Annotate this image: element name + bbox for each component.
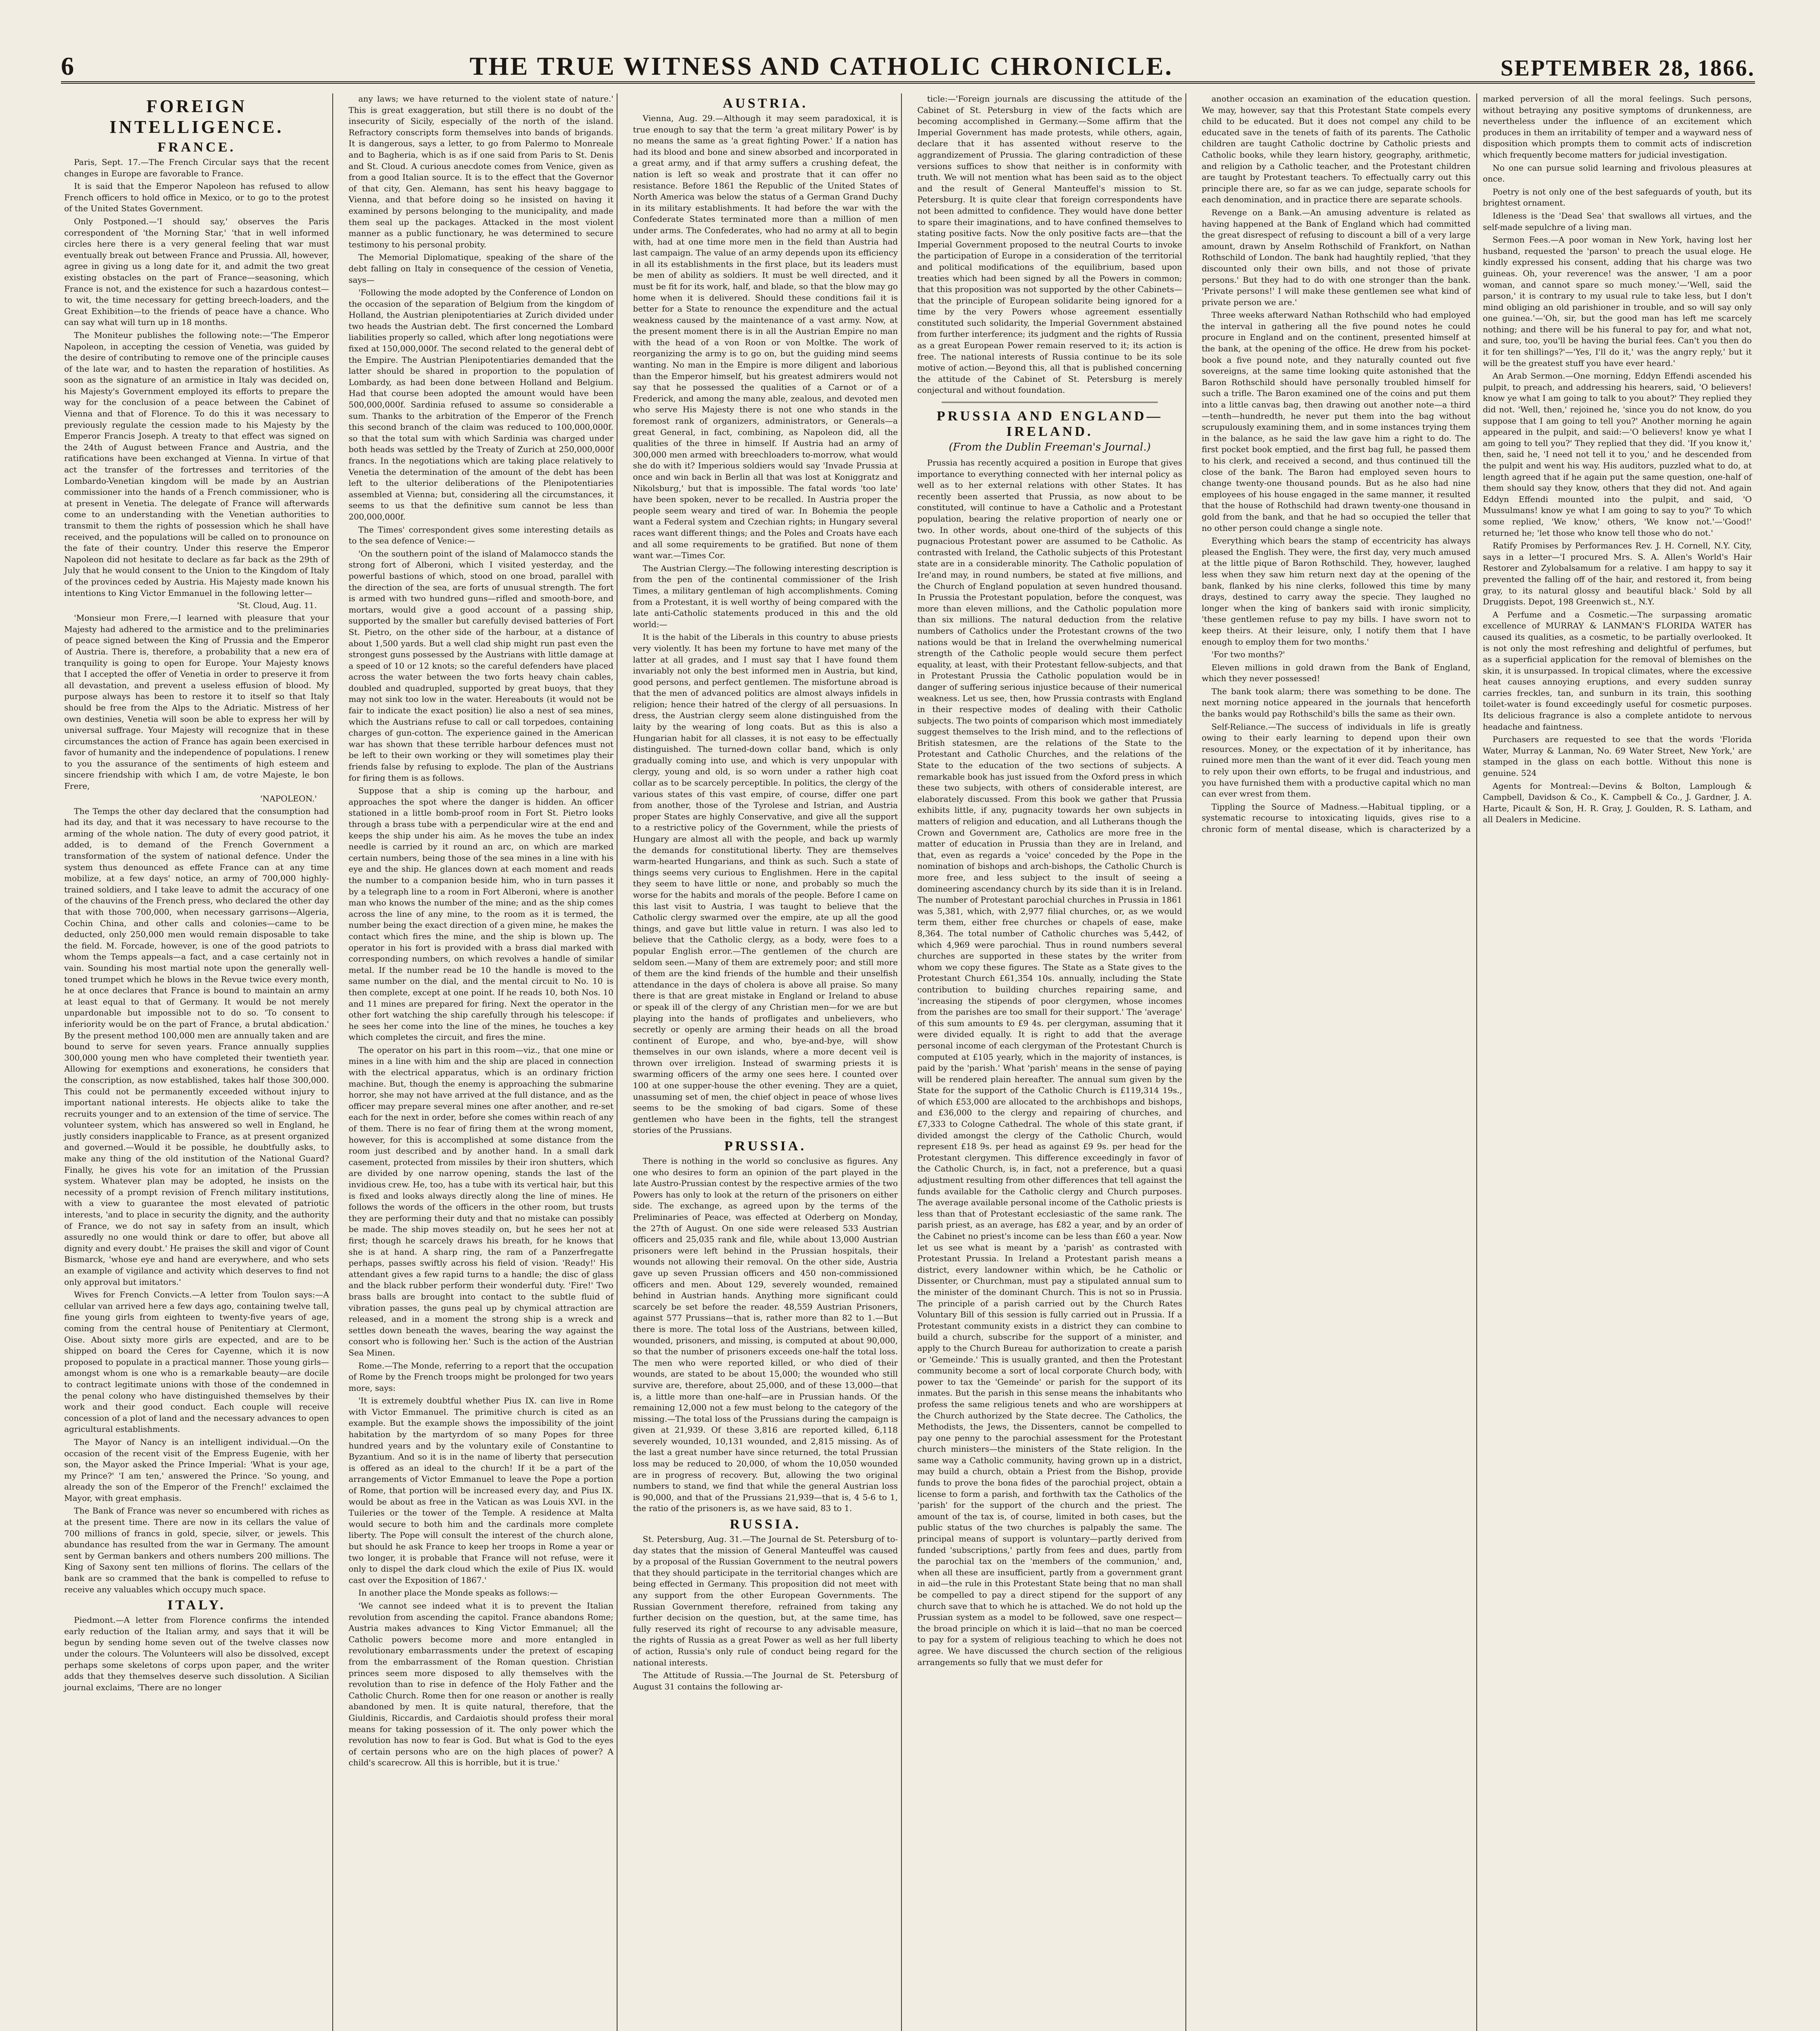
article-paragraph: The Temps the other day declared that the consumption had had its day, and that it was necessary to have recourse to the arming of the whole nation. The duty of every good patriot, it added, is to demand of the French Government a transformation of the system of national defence. Under the system thus denounced as effete France can at any time mobilize, at a few days' notice, an army of 700,000 highly-trained soldiers, and I take leave to admit the accuracy of one of the chauvins of the French press, who declared the other day that with those 700,000, when necessary garrisons—Algeria, Cochin China, and other calls and colonies—came to be deducted, only 250,000 men would remain disposable to take the field. M. Forcade, however, is one of the good patriots to whom the Temps appeals—a fact, and a case certainly not in vain. Sounding his most martial note upon the generally well-toned trumpet which he blows in the Revue twice every month, he at once declares that France is bound to maintain an army at least equal to that of Germany. It would be not merely unpardonable but impossible not to do so. 'To consent to inferiority would be on the part of France, a brutal abdication.' By the present method 100,000 men are annually taken and are bound to serve for seven years. France annually supplies 300,000 young men who have completed their twentieth year. Allowing for exemptions and exonerations, he considers that the conscription, as now established, takes half those 300,000. This could not be permanently exceeded without injury to important national interests. He objects alike to take the recruits younger and to an extension of the time of service. The volunteer system, which has answered so well in England, he justly considers inapplicable to France, as at present organized and governed.—Would it be possible, he doubtfully asks, to make any thing of the old institution of the National Guard? Finally, he gives his vote for an imitation of the Prussian system. Whatever plan may be adopted, he insists on the necessity of a prompt revision of French military institutions, with a view to guarantee the most elevated of patriotic interests, 'and to place in security the dignity, and the authority of France, we do not say in safety from an insult, which assuredly no one would think or dare to offer, but above all dignity and every doubt.' He praises the skill and vigor of Count Bismarck, 'whose eye and hand are everywhere, and who sets an example of vigilance and activity which deserves to find not only approval but imitators.' (64, 806, 329, 1287)
article-paragraph: The Memorial Diplomatique, speaking of the share of the debt falling on Italy in consequence of the cession of Venetia, says— (349, 252, 613, 285)
article-paragraph: ticle:—'Foreign journals are discussing the attitude of the Cabinet of St. Petersburg in view of the facts which are becoming accomplished in Germany.—Some affirm that the Imperial Government has made protests, while others, again, declare that it has assented without reserve to the aggrandizement of Prussia. The glaring contradiction of these versions suffices to show that neither is in conformity with truth. We will not mention what has been said as to the object and the result of General Manteuffel's mission to St. Petersburg. It is quite clear that foreign correspondents have not been admitted to confidence. They would have done better to spare their imaginations, and to have confined themselves to stating positive facts. Now the only positive facts are—that the Imperial Government proposed to the neutral Courts to invoke the participation of Europe in a consideration of the territorial and political modifications of the equilibrium, based upon treaties which had been signed by all the Powers in common; that this proposition was not supported by the other Cabinets—that the principle of European solidarite being ignored for a time by the very Powers whose agreement essentially constituted such solidarity, the Imperial Government abstained from further interference; its judgment and the rights of Russia as a great European Power remain reserved to it; its action is free. The national interests of Russia continue to be its sole motive of action.—Beyond this, all that is published concerning the attitude of the Cabinet of St. Petersburg is merely conjectural and without foundation. (917, 94, 1182, 395)
article-paragraph: Suppose that a ship is coming up the harbour, and approaches the spot where the danger is hidden. An officer stationed in a little bomb-proof room in Fort St. Pietro looks through a brass tube with a perpendicular wire at the end and keeps the ship under his aim. As he moves the tube an index needle is carried by it round an arc, on which are marked certain numbers, being those of the sea mines in a line with his eye and the ship. He glances down at each moment and reads the number to a companion beside him, who in turn passes it by a telegraph line to a room in Fort Alberoni, where is another man who knows the number of the mine; and as the ship comes across the line of any mine, to the room as it is termed, the number being the exact direction of a given mine, he makes the contact which fires the mine, and the ship is blown up. The operator in his fort is provided with a brass dial marked with corresponding numbers, on which revolves a handle of similar metal. If the number read be 10 the handle is moved to the same number on the dial, and the mental circuit to No. 10 is then complete, except at one point. If he reads 10, both Nos. 10 and 11 mines are prepared for firing. Next the operator in the other fort watching the ship carefully through his telescope: if he sees her come into the line of the mines, he touches a key which completes the circuit, and fires the mine. (349, 786, 613, 1042)
article-paragraph: 'Following the mode adopted by the Conference of London on the occasion of the separation of Belgium from the kingdom of Holland, the Austrian plenipotentiaries at Zurich divided under two heads the Austrian debt. The first concerned the Lombard liabilities properly so called, which after long negotiations were fixed at 150,000,000f. The second related to the general debt of the Empire. The Austrian Plenipotentiaries demanded that the latter should be shared in proportion to the population of Lombardy, as had been done between Holland and Belgium. Had that course been adopted the amount would have been 500,000,000f. Sardinia refused to assume so considerable a sum. Thanks to the arbitration of the Emperor of the French this second branch of the claim was reduced to 100,000,000f. so that the total sum with which Sardinia was charged under both heads was settled by the Treaty of Zurich at 250,000,000f francs. In the negotiations which are taking place relatively to Venetia the determination of the amount of the debt has been left to the ulterior deliberations of the Plenipotentiaries assembled at Vienna; but, considering all the circumstances, it seems to us that the definitive sum cannot be less than 200,000,000f. (349, 288, 613, 522)
article-paragraph: another occasion an examination of the education question. We may, however, say that this Protestant State compels every child to be educated. But it does not compel any child to be educated save in the tenets of faith of its parents. The Catholic children are taught Catholic doctrine by Catholic priests and Catholic books, while they learn history, geography, arithmetic, and religion by a Catholic teacher, and the Protestant children are taught by Protestant teachers. To effectually carry out this principle there are, so far as we can judge, separate schools for each denomination, and in practice there are separate schools. (1202, 94, 1471, 205)
article-paragraph: Idleness is the 'Dead Sea' that swallows all virtues, and the self-made sepulchre of a living man. (1483, 210, 1752, 232)
article-paragraph: The bank took alarm; there was something to be done. The next morning notice appeared in the journals that henceforth the banks would pay Rothschild's bills the same as their own. (1202, 686, 1471, 719)
article-paragraph: The Moniteur publishes the following note:—'The Emperor Napoleon, in accepting the cession of Venetia, was guided by the desire of contributing to remove one of the principle causes of the late war, and to hasten the reparation of hostilities. As soon as the signature of an armistice in Italy was decided on, his Majesty's Government employed its efforts to prepare the way for the conclusion of a peace between the Cabinet of Vienna and that of Florence. To do this it was necessary to previously regulate the cession made to his Majesty by the Emperor Francis Joseph. A treaty to that effect was signed on the 24th of August between France and Austria, and the ratifications have been exchanged at Vienna. In virtue of that act the transfer of the fortresses and territories of the Lombardo-Venetian kingdom will be made by an Austrian commissioner into the hands of a French commissioner, who is at present in Venetia. The delegate of France will afterwards come to an understanding with the Venetian authorities to transmit to them the rights of possession which he shall have received, and the populations will be called on to pronounce on the fate of their country. Under this reserve the Emperor Napoleon did not hesitate to declare as far back as the 29th of July that he would consent to the Union to the Kingdom of Italy of the provinces ceded by Austria. His Majesty made known his intentions to King Victor Emmanuel in the following letter— (64, 330, 329, 598)
section-heading-austria: AUSTRIA. (723, 96, 808, 111)
column-5 (1198, 93, 1755, 2031)
article-paragraph: Rome.—The Monde, referring to a report that the occupation of Rome by the French troops might be prolonged for two years more, says: (349, 1360, 613, 1393)
article-paragraph: The Austrian Clergy.—The following interesting description is from the pen of the continental commissioner of the Irish Times, a military gentleman of high accomplishments. Coming from a Protestant, it is well worthy of being compared with the late anti-Catholic statements produced in this and the old world:— (633, 563, 898, 629)
article-paragraph: The operator on his part in this room—viz., that one mine or mines in a line with him and the ship are placed in connection with the electrical apparatus, which is an ordinary friction machine. But, though the enemy is approaching the submarine horror, she may not have arrived at the full distance, and as the officer may prepare several mines one after another, and re-set each for the next in order, before she comes within reach of any of them. There is no fear of firing them at the wrong moment, however, for this is accomplished at some distance from the room just described and by another hand. In a small dark casement, protected from missiles by their iron shutters, which are divided by one narrow opening, stands the last of the invidious crew. He, too, has a tube with its vertical hair, but this is fixed and looks always directly along the line of mines. He follows the words of the officers in the other room, but trusts they are performing their duty and that no mistake can possibly be made. The ship moves steadily on, but he sees her not at first; though he scarcely draws his breath, for he knows that she is at hand. A sharp ring, the ram of a Panzerfregatte perhaps, passes swiftly across his field of vision. 'Ready!' His attendant gives a few rapid turns to a handle; the disc of glass and the black rubber perform their wonderful duty. 'Fire!' Two brass balls are brought into contact to the subtle fluid of vibration passes, the guns peal up by chymical attraction are released, and in a moment the strong ship is a wreck and settles down beneath the waves, bearing the way against the consort who is following her.' Such is the action of the Austrian Sea Minen. (349, 1045, 613, 1358)
prussia-england-paragraphs (917, 457, 1182, 1668)
italy-paragraphs (64, 1615, 329, 1693)
letter-signature: 'NAPOLEON.' (260, 793, 317, 803)
newspaper-title: THE TRUE WITNESS AND CATHOLIC CHRONICLE. (469, 52, 1173, 80)
article-paragraph: Everything which bears the stamp of eccentricity has always pleased the English. They were, the first day, very much amused at the little pique of Baron Rothschild. They, however, laughed less when they saw him return next day at the opening of the bank, flanked by his nine clerks, followed this time by many drays, destined to carry away the specie. They laughed no longer when the king of bankers said with ironic simplicity, 'these gentlemen refuse to pay my bills. I have sworn not to keep theirs. At their leisure, only, I notify them that I have enough to employ them for two months.' (1202, 536, 1471, 647)
article-paragraph: In another place the Monde speaks as follows:— (358, 1588, 558, 1598)
article-paragraph: Tippling the Source of Madness.—Habitual tippling, or a systematic recourse to intoxicating liquids, gives rise to a chronic form of mental disease, which is characterized by a marked perversion of all the moral feelings. Such persons, without betraying any positive symptoms of drunkenness, are nevertheless under the influence of an excitement which produces in them an irritability of temper and a wayward ness of disposition which prompts them to commit acts of indiscretion which frequently become matters for judicial investigation. (1202, 94, 1752, 834)
article-paragraph: Wives for French Convicts.—A letter from Toulon says:—A cellular van arrived here a few days ago, containing twelve tall, fine young girls from eighteen to twenty-five years of age, coming from the central house of Penitentiary at Clermont, Oise. About sixty more girls are expected, and are to be shipped on board the Ceres for Cayenne, which it is now proposed to populate in a practical manner. Those young girls—amongst whom is one who is a remarkable beauty—are docile to contract legitimate unions with those of the condemned in the penal colony who have distinguished themselves by their work and their good conduct. Each couple will receive concession of a plot of land and the necessary advances to open agricultural establishments. (64, 1290, 329, 1434)
section-heading-prussia-england-ireland: PRUSSIA AND ENGLAND—IRELAND. (936, 409, 1163, 440)
section-heading-france: FRANCE. (157, 140, 236, 155)
article-paragraph: No one can pursue solid learning and frivolous pleasures at once. (1483, 162, 1752, 184)
article-paragraph: 'For two months?' (1211, 650, 1285, 660)
section-heading-foreign-intelligence: FOREIGN INTELLIGENCE. (109, 96, 284, 137)
article-paragraph: 'It is extremely doubtful whether Pius IX. can live in Rome with Victor Emmanuel. The primitive church is cited as an example. But the example shows the impossibility of the joint habitation by the martyrdom of so many Popes for three hundred years and by the voluntary exile of Constantine to Byzantium. And so it is in the name of liberty that persecution is offered as an ideal to the church! If it be a part of the arrangements of Victor Emmanuel to leave the Pope a portion of Rome, that portion will be increased every day, and Pius IX. would be about as free in the Vatican as was Louis XVI. in the Tuileries or the tower of the Temple. A residence at Malta would secure to both him and the cardinals more complete liberty. The Pope will consult the interest of the church alone, but should he ask France to keep her troops in Rome a year or two longer, it is probable that France will not refuse, were it only to dispel the dark cloud which the exile of Pius IX. would cast over the Exposition of 1867.' (349, 1396, 613, 1585)
article-paragraph: Eleven millions in gold drawn from the Bank of England, which they never possessed! (1202, 662, 1471, 684)
article-paragraph: Paris, Sept. 17.—The French Circular says that the recent changes in Europe are favorable to France. (64, 157, 329, 178)
article-paragraph: The Bank of France was never so encumbered with riches as at the present time. There are now in its cellars the value of 700 millions of francs in gold, specie, silver, or jewels. This abundance has resulted from the war in Germany. The amount sent by German bankers and others numbers 200 millions. The King of Saxony sent ten millions of florins. The cellars of the bank are so crammed that the bank is compelled to refuse to receive any valuables which occupy much space. (64, 1506, 329, 1594)
letter-place: 'St. Cloud, Aug. 11. (237, 600, 317, 611)
article-paragraph: The Times' correspondent gives some interesting details as to the sea defence of Venice:— (349, 524, 613, 546)
article-paragraph: It is the habit of the Liberals in this country to abuse priests very violently. It has been my fortune to have met many of the latter at all grades, and I must say that I have found them invariably not only the best informed men in Austria, but kind, good persons, and perfect gentlemen. The misfortune abroad is that the men of advanced politics are almost always infidels in religion; hence their hatred of the clergy of all persuasions. In dress, the Austrian clergy seem alone distinguished from the laity by the wearing of long coats. But as this is also a Hungarian habit for all classes, it is not easy to be effectually distinguished. The turned-down collar band, which is only gradually coming into use, and which is very unpopular with clergy, young and old, is so worn under a rather high coat collar as to be scarcely perceptible. In politics, the clergy of the various states of this vast empire, of course, differ one part from another, those of the Tyrolese and Istrian, and Austria proper States are highly Conservative, and give all the support to a restrictive policy of the Government, while the priests of Hungary are almost all with the people, and back up warmly the demands for constitutional liberty. They are themselves warm-hearted Hungarians, and think as such. Such a state of things seems very curious to Englishmen. Here in the capital they seem to have little or none, and probably so much the worse for the habits and morals of the people. Before I came on this last visit to Austria, I was taught to believe that the Catholic clergy swarmed over the empire, ate up all the good things, and gave but little value in return. I was also led to believe that the Catholic clergy, as a body, were foes to a popular English error.—The gentlemen of the church are seldom seen.—Many of them are extremely poor; and still more of them are the kind friends of the humble and their unselfish attendance in the days of cholera is above all praise. So many there is that are great mistake in England or Ireland to abuse or speak ill of the clergy of any Christian men—for we are but playing into the hands of profligates and unbelievers, who secretly or openly are arming their heads on all the broad continent of Europe, and who, bye-and-bye, will show themselves in our own islands, where a more decent veil is thrown over irreligion. Instead of swarming priests it is swarming officers of the army one sees here. I counted over 100 at one supper-house the other evening. They are a quiet, unassuming set of men, the chief object in peace of whose lives seems to be the smoking of bad cigars. Some of these gentlemen who have been in the fights, tell the strangest stories of the Prussians. (633, 632, 898, 1135)
newspaper-page (61, 37, 1755, 2031)
page-number: 6 (61, 52, 74, 80)
section-heading-italy: ITALY. (167, 1598, 226, 1613)
article-paragraph: There is nothing in the world so conclusive as figures. Any one who desires to form an opinion of the part played in the late Austro-Prussian contest by the respective armies of the two Powers has only to look at the return of the prisoners on either side. The exchange, as agreed upon by the terms of the Preliminaries of Peace, was effected at Oderberg on Monday, the 27th of August. On one side were released 533 Austrian officers and 25,035 rank and file, while about 13,000 Austrian prisoners were left behind in the Prussian hospitals, their wounds not allowing their removal. On the other side, Austria gave up seven Prussian officers and 450 non-commissioned officers and men. About 129, severely wounded, remained behind in Austrian hands. Anything more significant could scarcely be set before the reader. 48,559 Austrian Prisoners, against 577 Prussians—that is, rather more than 82 to 1.—But there is more. The total loss of the Austrians, between killed, wounded, prisoners, and missing, is computed at about 90,000, so that the number of prisoners exceeds one-half the total loss. The men who were reported killed, or who died of their wounds, are stated to be about 15,000; the wounded who still survive are, therefore, about 25,000, and of these 13,000—that is, a little more than one-half—are in Prussian hands. Of the remaining 12,000 not a few must belong to the category of the missing.—The total loss of the Prussians during the campaign is given at 21,939. Of these 3,816 are reported killed, 6,118 severely wounded, 10,131 wounded, and 2,815 missing. As of the last a great number have since returned, the total Prussian loss may be reduced to 20,000, of whom the 10,050 wounded are in progress of recovery. But, allowing the two original numbers to stand, we find that while the general Austrian loss is 90,000, and that of the Prussians 21,939—that is, 4 5-6 to 1, the ratio of the prisoners is, as we have said, 83 to 1. (633, 1156, 898, 1514)
prussia-paragraphs (633, 1156, 898, 1514)
article-paragraph: St. Petersburg, Aug. 31.—The Journal de St. Petersburg of to-day states that the mission of General Manteuffel was caused by a proposal of the Russian Government to the neutral powers that they should participate in the territorial changes which are being effected in Germany. This proposition did not meet with any support from the other European Governments. The Russian Government therefore, refrained from taking any further decision on the question, but, at the same time, has fully reserved its right of recourse to any advisable measure, the rights of Russia as a great Power as well as her full liberty of action, Russia's only rule of conduct being regard for the national interests. (633, 1534, 898, 1667)
article-paragraph: Only Postponed.—'I should say,' observes the Paris correspondent of 'the Morning Star,' 'that in well informed circles here there is a very general feeling that war must eventually break out between France and Prussia. All, however, agree in giving us a long date for it, and admit the two great existing obstacles on the part of France—seasoning, which France is not, and the existence for such a hazardous contest—to wit, the time necessary for getting breech-loaders, and the Great Exhibition—to the friends of peace have a chance. Who can say what will turn up in 18 months. (64, 216, 329, 327)
article-paragraph: 'Monsieur mon Frere,—I learned with pleasure that your Majesty had adhered to the armistice and to the preliminaries of peace signed between the King of Prussia and the Emperor of Austria. There is, therefore, a probability that a new era of tranquility is going to open for Europe. Your Majesty knows that I accepted the offer of Venetia in order to preserve it from all devastation, and prevent a useless effusion of blood. My purpose always has been to restore it to itself so that Italy should be free from the Alps to the Adriatic. Mistress of her own destinies, Venetia will soon be able to express her will by universal suffrage. Your Majesty will recognize that in these circumstances the action of France has again been exercised in favor of humanity and the independence of populations. I renew to you the assurance of the sentiments of high esteem and sincere friendship with which I am, de votre Majeste, le bon Frere, (64, 613, 329, 791)
masthead (61, 37, 1755, 84)
section-divider (942, 402, 1158, 403)
article-paragraph: Piedmont.—A letter from Florence confirms the intended early reduction of the Italian army, and says that it will be begun by sending home seven out of the twelve classes now under the colours. The Volunteers will also be dissolved, except perhaps some skeletons of corps upon paper, and the writer adds that they themselves deserve such dissolution. A Sicilian journal exclaims, 'There are no longer (64, 1615, 329, 1692)
article-paragraph: Poetry is not only one of the best safeguards of youth, but its brightest ornament. (1483, 186, 1752, 208)
letter-paragraphs (64, 613, 329, 792)
italy-continued-paragraphs (349, 93, 613, 1769)
article-paragraph: Agents for Montreal:—Devins & Bolton, Lamplough & Campbell, Davidson & Co., K. Campbell & Co., J. Gardner, J. A. Harte, Picault & Son, H. R. Gray, J. Goulden, R. S. Latham, and all Dealers in Medicine. (1483, 781, 1752, 825)
column-4 (914, 93, 1186, 2031)
article-paragraph: Revenge on a Bank.—An amusing adventure is related as having happened at the Bank of England which had committed the great disrespect of refusing to discount a bill of a very large amount, drawn by Anselm Rothschild of Frankfort, on Nathan Rothschild of London. The bank had haughtily replied, 'that they discounted only their own bills, and not those of private persons.' But they had to do with one stronger than the bank. 'Private persons!' I will make these gentlemen see what kind of private person we are.' (1202, 207, 1471, 307)
article-paragraph: The Attitude of Russia.—The Journal de St. Petersburg of August 31 contains the following ar- (633, 1670, 898, 1691)
article-paragraph: Purchasers are requested to see that the words 'Florida Water, Murray & Lanman, No. 69 Water Street, New York,' are stamped in the glass on each bottle. Without this none is genuine. 524 (1483, 734, 1752, 778)
france-more-paragraphs (64, 806, 329, 1596)
russia-paragraphs (633, 1534, 898, 1692)
article-paragraph: The Mayor of Nancy is an intelligent individual.—On the occasion of the recent visit of the Empress Eugenie, with her son, the Mayor asked the Prince Imperial: 'What is your age, my Prince?' 'I am ten,' answered the Prince. 'So young, and already the son of the Emperor of the French!' exclaimed the Mayor, with great emphasis. (64, 1437, 329, 1503)
issue-date: SEPTEMBER 28, 1866. (1500, 56, 1755, 81)
column-3 (630, 93, 902, 2031)
article-paragraph: It is said that the Emperor Napoleon has refused to allow French officers to hold office in Mexico, or to go to the protest of the United States Government. (64, 181, 329, 214)
russia-continued-paragraphs (917, 93, 1182, 396)
article-credit: (From the Dublin Freeman's Journal.) (949, 441, 1151, 454)
column-2 (345, 93, 618, 2031)
column-1 (61, 93, 333, 2031)
article-paragraph: Three weeks afterward Nathan Rothschild who had employed the interval in gathering all the five pound notes he could procure in England and on the continent, presented himself at the bank, at the opening of the office. He drew from his pocket-book a five pound note, and they naturally counted out five sovereigns, at the same time looking quite astonished that the Baron Rothschild should have personally troubled himself for such a trifle. The Baron examined one of the coins and put them into a little canvas bag, then drawing out another note—a third—tenth—hundredth, he never put them into the bag without scrupulously examining them, and in some instances trying them in the balance, as he said the law gave him a right to do. The first pocket book emptied, and the first bag full, he passed them to his clerk, and received a second, and thus continued till the close of the bank. The Baron had employed seven hours to change twenty-one thousand pounds. But as he also had nine employees of his house engaged in the same manner, it resulted that the house of Rothschild had drawn twenty-one thousand in gold from the bank, and that he had so occupied the teller that no other person could change a single note. (1202, 310, 1471, 533)
miscellany-paragraphs (1202, 93, 1752, 835)
article-paragraph: 'On the southern point of the island of Malamocco stands the strong fort of Alberoni, which I visited yesterday, and the powerful bastions of which, stood on one broad, parallel with the direction of the sea, are forts of unusual strength. The fort is armed with two hundred guns—rifled and smooth-bore, and mortars, would give a good account of a passing ship, supported by the smaller but carefully devised batteries of Fort St. Pietro, on the other side of the harbour, at a distance of about 1,500 yards. But a well clad ship might run past even the strongest guns possessed by the Austrians with little damage at a speed of 10 or 12 knots; so the careful defenders have placed across the water between the two forts heavy chain cables, doubled and quadrupled, supported by great buoys, that they may not sink too low in the water. Hereabouts (it would not be fair to indicate the exact position) lie also a nest of sea mines, which the Austrians refuse to call or call torpedoes, containing charges of gun-cotton. The experience gained in the American war has shown that these terrible harbour defences must not be left to their own working or they will sometimes play their friends false by refusing to explode. The plan of the Austrians for firing them is as follows. (349, 548, 613, 783)
article-paragraph: An Arab Sermon.—One morning, Eddyn Effendi ascended his pulpit, to preach, and addressing his hearers, said, 'O believers! know ye what I am going to talk to you about?' They replied they did not. 'Well, then,' rejoined he, 'since you do not know, do you suppose that I am going to tell you?' Another morning he again appeared in the pulpit, and said:—'O believers! know ye what I am going to tell you?' They replied that they did. 'If you know it,' then, said he, 'I need not tell it to you,' and he descended from the pulpit and went his way. His auditors, puzzled what to do, at length agreed that if he again put the same question, one-half of them should say they know, others that they did not. And again Eddyn Effendi mounted into the pulpit, and said, 'O Mussulmans! know ye what I am going to say to you?' To which some replied, 'We know,' others, 'We know not.'—'Good!' returned he; 'let those who know tell those who do not.' (1483, 371, 1752, 538)
columns (61, 93, 1755, 2031)
article-paragraph: any laws; we have returned to the violent state of nature.' This is great exaggeration, but still there is no doubt of the insecurity of Sicily, especially of the north of the island. Refractory conscripts form themselves into bands of brigands. It is dangerous, says a letter, to go from Palermo to Monreale and to Bagheria, which is as if one said from Paris to St. Denis and St. Cloud. A curious anecdote comes from Venice, given as from a good Italian source. It is to the effect that the Governor of that city, Gen. Alemann, has sent his heavy baggage to Vienna, and that before doing so he insisted on having it examined by persons belonging to the municipality, and made them seal up the packages. Attacked in the most violent manner as a public functionary, he was determined to secure testimony to his personal probity. (349, 94, 613, 249)
article-paragraph: A Perfume and a Cosmetic.—The surpassing aromatic excellence of MURRAY & LANMAN'S FLORIDA WATER has caused its qualities, as a cosmetic, to be partially overlooked. It is not only the most refreshing and delightful of perfumes, but as a superficial application for the removal of blemishes on the skin, it is unsurpassed. In tropical climates, where the excessive heat causes annoying eruptions, and every sudden sunray carries freckles, tan, and sunburn in its train, this soothing toilet-water is found exceedingly useful for cosmetic purposes. Its delicious fragrance is also a complete antidote to nervous headache and faintness. (1483, 609, 1752, 732)
article-paragraph: 'We cannot see indeed what it is to prevent the Italian revolution from ascending the capitol. France abandons Rome; Austria makes advances to King Victor Emmanuel; all the Catholic powers become more and more entangled in revolutionary embarrassments under the pretext of escaping from the embarrassment of the Roman question. Christian princes seem more disposed to ally themselves with the revolution than to rise in defence of the Holy Father and the Catholic Church. Rome then for one reason or another is really abandoned by men. It is quite natural, therefore, that the Giuldinis, Riccardis, and Cardaiotis should profess their moral means for taking possession of it. The only power which the revolution has now to fear is God. But what is God to the eyes of certain persons who are on the high places of power? A child's scarecrow. All this is horrible, but it is true.' (349, 1600, 613, 1768)
section-heading-russia: RUSSIA. (730, 1517, 801, 1532)
article-paragraph: Self-Reliance.—The success of individuals in life is greatly owing to their early learning to depend upon their own resources. Money, or the expectation of it by inheritance, has ruined more men than the want of it ever did. Teach young men to rely upon their own efforts, to be frugal and industrious, and you have furnished them with a productive capital which no man can ever wrest from them. (1202, 721, 1471, 799)
france-paragraphs (64, 157, 329, 599)
article-paragraph: Prussia has recently acquired a position in Europe that gives importance to everything connected with her internal policy as well as to her external relations with other States. It has recently been asserted that Prussia, as now about to be constituted, will continue to have a Catholic and a Protestant population, bearing the relative proportion of nearly one or two. In other words, about one-third of the subjects of this pugnacious Protestant power are assumed to be Catholic. As contrasted with Ireland, the Catholic subjects of this Protestant state are in a considerable minority. The Catholic population of Ire'and may, in round numbers, be stated at five millions, and the Church of England population at seven hundred thousand. In Prussia the Protestant population, before the conquest, was more than eleven millions, and the Catholic population more than six millions. The natural deduction from the relative numbers of Catholics under the Protestant crowns of the two nations would be that in Ireland the overwhelming numerical strength of the Catholic people would secure them perfect equality, at least, with their Protestant fellow-subjects, and that in Protestant Prussia the Catholic population would be in danger of suffering serious injustice because of their numerical weakness. Let us see, then, how Prussia contrasts with England in their respective modes of dealing with their Catholic subjects. The two points of comparison which most immediately suggest themselves to the Irish mind, and to the reflections of British statesmen, are the relations of the State to the Protestant and Catholic Churches, and the relations of the State to the education of the two sections of subjects. A remarkable book has just issued from the Oxford press in which these two subjects, with others of considerable interest, are elaborately discussed. From this book we gather that Prussia exhibits little, if any, pugnacity towards her own subjects in matters of religion and education, and all Lutherans though the Crown and Government are, Catholics are more free in the matter of education in Prussia than they are in Ireland, and that, even as regards a 'voice' conceded by the Pope in the nomination of bishops and arch-bishops, the Catholic Church is more free, and less subject to the insult of seeing a domineering ascendancy church by its side than it is in Ireland. The number of Protestant parochial churches in Prussia in 1861 was 5,381, which, with 2,977 filial churches, or, as we would term them, either free churches or chapels of ease, make 8,364. The total number of Catholic churches was 5,442, of which 4,969 were parochial. Thus in round numbers several churches are supported in these states by the writer from whom we copy these figures. The State as a State gives to the Protestant Church £61,354 10s. annually, including the State contribution to building churches repairing same, and 'increasing the stipends of poor clergymen, whose incomes from the parishes are too small for their support.' The 'average' of this sum amounts to £9 4s. per clergyman, assuming that it were divided equally. It is right to add that the average personal income of each clergyman of the Protestant Church is computed at £105 yearly, which in the majority of instances, is paid by the 'parish.' What 'parish' means in the sense of paying will be rendered plain hereafter. The annual sum given by the State for the support of the Catholic Church is £119,314 19s., of which £53,000 are allocated to the archbishops and bishops, and £36,000 to the clergy and repairing of churches, and £7,333 to Cologne Cathedral. The whole of this state grant, if divided amongst the clergy of the Catholic Church, would represent £18 9s. per head as against £9 9s. per head for the Protestant clergymen. This difference exceedingly in favor of the Catholic Church, is, in fact, not a preference, but a quasi adjustment resulting from other differences that tell against the funds available for the Catholic clergy and Church purposes. The average available personal income of the Catholic priests is less than that of Protestant ecclesiastic of the same rank. The parish priest, as an average, has £82 a year, and by an order of the Cabinet no priest's income can be less than £60 a year. Now let us see what is meant by a 'parish' as contrasted with Protestant Prussia. In Ireland a Protestant parish means a district, every landowner within which, be he Catholic or Dissenter, or Churchman, must pay a stipulated annual sum to the minister of the dominant Church. This is not so in Prussia. The principle of a parish carried out by the Church Rates Voluntary Bill of this session is fully carried out in Prussia. If a Protestant community exists in a district they can combine to build a church, subscribe for the support of a minister, and apply to the Church Bureau for authorization to create a parish or 'Gemeinde.' This is usually granted, and then the Protestant community become a sort of local corporate Church body, with power to tax the 'Gemeinde' or parish for the support of its inmates. But the parish in this sense means the inhabitants who profess the same religious tenets and who are worshippers at the Church authorized by the State decree. The Catholics, the Methodists, the Jews, the Dissenters, cannot be compelled to pay one penny to the parochial assessment for the Protestant church ministers—the ministers of the State religion. In the same way a Catholic community, having grown up in a district, may build a church, obtain a Priest from the Bishop, provide funds to prove the bona fides of the parochial project, obtain a license to form a parish, and forthwith tax the Catholics of the 'parish' for the support of the church and the priest. The amount of the tax is, of course, limited in both cases, but the public status of the two churches is palpably the same. The principal means of support is voluntary—partly derived from funded 'subscriptions,' partly from fees and dues, partly from the parochial tax on the 'members of the communion,' and, when all these are insufficient, partly from a government grant in aid—the rule in this Protestant State being that no man shall be compelled to pay a direct stipend for the support of any church save that to which he is attached. We do not hold up the Prussian system as a model to be followed, save one respect—the broad principle on which it is laid—that no man be coerced to pay for a system of religious teaching to which he does not agree. We have discussed the church section of the religious arrangements so fully that we must defer for (917, 458, 1182, 1667)
austria-paragraphs (633, 113, 898, 1136)
article-paragraph: Ratify Promises by Performances Rev. J. H. Cornell, N.Y. City, says in a letter—'I procured Mrs. S. A. Allen's World's Hair Restorer and Zylobalsamum for a relative. I am happy to say it prevented the falling off of the hair, and restored it, from being gray, to its natural glossy and beautiful black.' Sold by all Druggists. Depot, 198 Greenwich st., N.Y. (1483, 541, 1752, 607)
section-heading-prussia: PRUSSIA. (724, 1139, 806, 1154)
article-paragraph: Sermon Fees.—A poor woman in New York, having lost her husband, requested the 'parson' to preach the usual eloge. He kindly expressed his consent, adding that his charge was two guineas. Oh, your reverence! was the answer, 'I am a poor woman, and cannot spare so much money.'—'Well, said the parson,' it is contrary to my usual rule to take less, but I don't mind obliging an old parishioner in trouble, and so will say only one guinea.'—'Oh, sir, but the good man has left me scarcely nothing; and there will be his funeral to pay for, and what not, and sure, too, you'll be having the burial fees. Can't you then do it for ten shillings?'—'Yes, I'll do it,' was the angry reply,' but it will be the greatest stuff you have ever heard.' (1483, 235, 1752, 368)
article-paragraph: Vienna, Aug. 29.—Although it may seem paradoxical, it is true enough to say that the term 'a great military Power' is by no means the same as 'a great fighting Power.' If a nation has had its blood and bone and sinew absorbed and incorporated in a great army, and if that army suffers a crushing defeat, the nation is left so weak and prostrate that it can offer no resistance. Before 1861 the Republic of the United States of North America was below the status of a German Grand Duchy in its military establishments. It had before the war with the Confederate States terminated more than a million of men under arms. The Confederates, who had no army at all to begin with, had at one time more men in the field than Austria had last campaign. The value of an army depends upon its efficiency in all its establishments in the first place, but its leaders must be men of ability as soldiers. It must be well directed, and it must be fit for its work, half, and blade, so that the blow may go home when it is delivered. Should these conditions fail it is better for a State to renounce the expenditure and the actual weakness caused by the maintenance of a vast army. Now, at the present moment there is in all the Austrian Empire no man with the head of a von Roon or von Moltke. The work of reorganizing the army is to go on, but the guiding mind seems wanting. No man in the Empire is more diligent and laborious than the Emperor himself, but his greatest admirers would not say that he possessed the qualities of a Carnot or of a Frederick, and among the many able, zealous, and devoted men who serve His Majesty there is not one who stands in the foremost rank of organizers, administrators, or Generals—a great General, in fact, combining, as Napoleon did, all the qualities of the three in himself. If Austria had an army of 300,000 men armed with breechloaders to-morrow, what would she do with it? Imperious soldiers would say 'Invade Prussia at once and win back in Berlin all that was lost at Koniggratz and Nikolsburg,' but that is impossible. The fatal words 'too late' have been spoken, never to be recalled. In Austria proper the people seem weary and tired of war. In Bohemia the people want a Federal system and Czechian rights; in Hungary several races want different things; and the Poles and Croats have each and all some requirements to be gratified. But none of them want war.—Times Cor. (633, 113, 898, 561)
